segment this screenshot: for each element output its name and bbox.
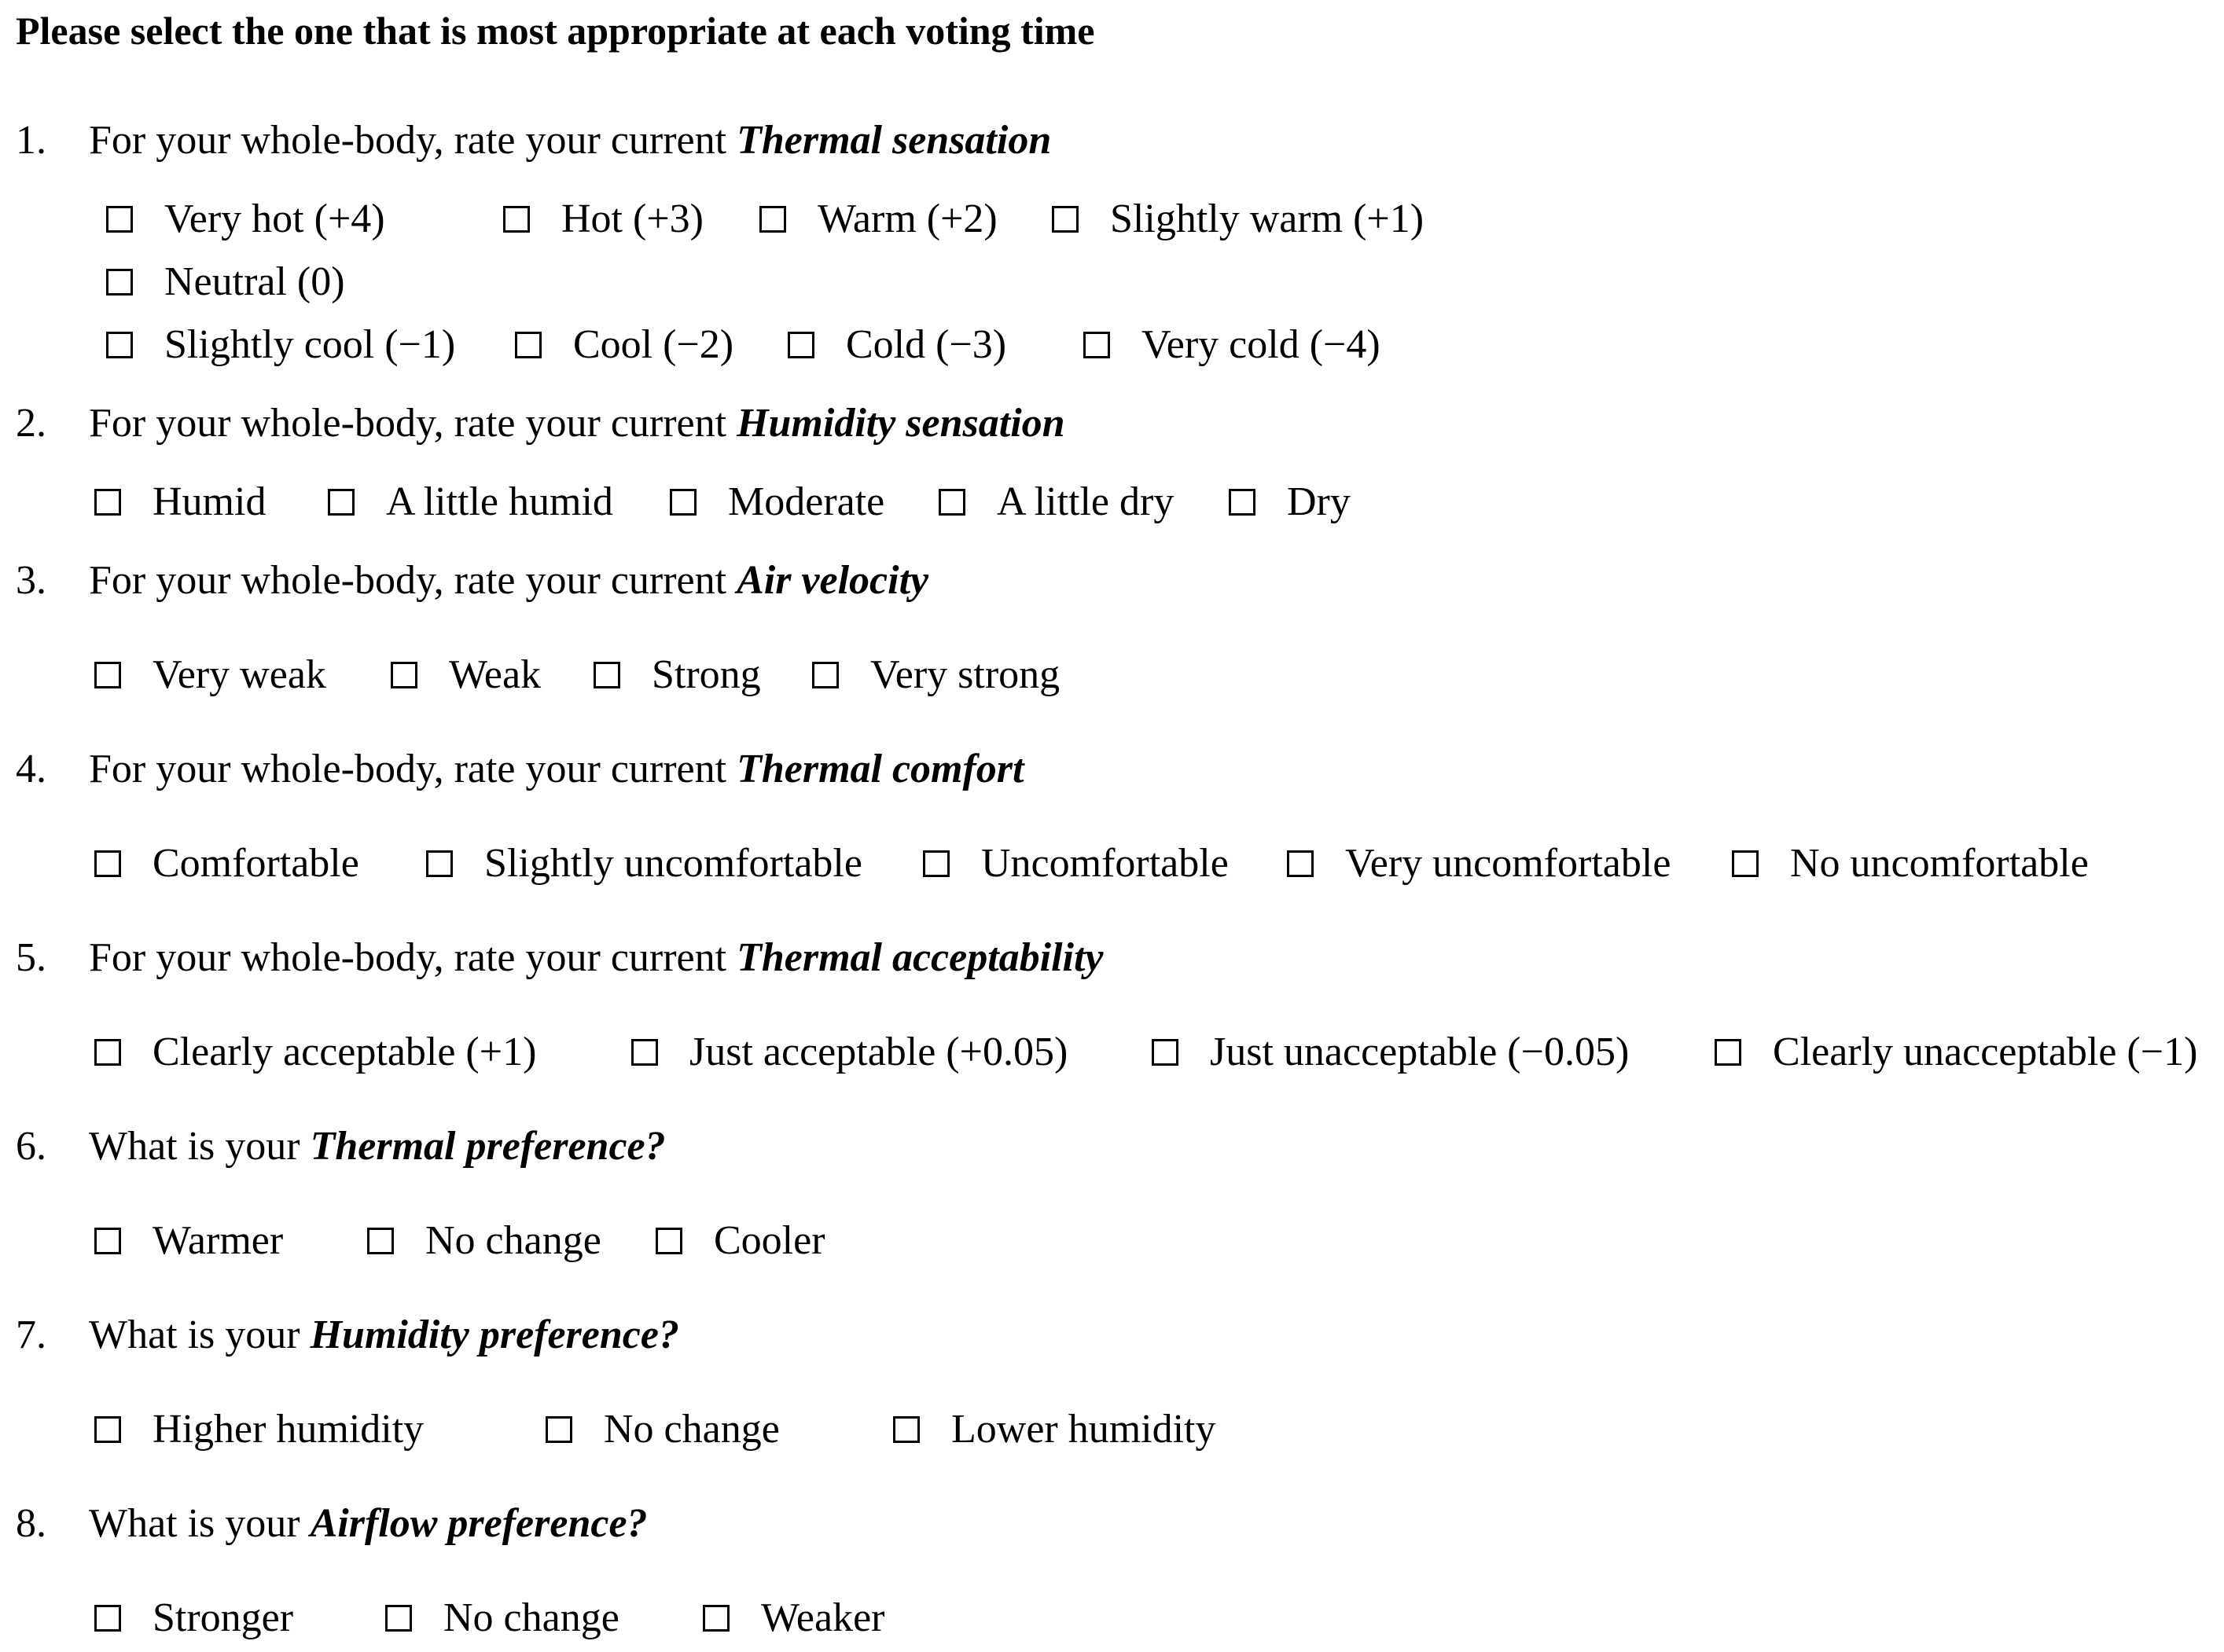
question-prefix: For your whole-body, rate your current	[89, 401, 737, 446]
checkbox-icon[interactable]	[94, 1605, 121, 1632]
checkbox-icon[interactable]	[503, 206, 530, 233]
question-number: 7.	[16, 1312, 46, 1357]
question-prefix: What is your	[89, 1312, 311, 1357]
question-1	[16, 115, 1051, 167]
question-number: 1.	[16, 118, 46, 163]
option-label: Comfortable	[153, 841, 359, 886]
question-3	[16, 555, 928, 607]
option-label: Slightly warm (+1)	[1110, 196, 1424, 241]
option-label: Weak	[449, 652, 542, 697]
option-label: Clearly acceptable (+1)	[153, 1030, 537, 1074]
page-heading: Please select the one that is most appropriate at each voting time	[16, 9, 1095, 53]
question-prefix: For your whole-body, rate your current	[89, 747, 737, 791]
checkbox-icon[interactable]	[106, 206, 133, 233]
checkbox-icon[interactable]	[923, 850, 950, 877]
checkbox-icon[interactable]	[703, 1605, 730, 1632]
option-label: Uncomfortable	[981, 841, 1229, 886]
option-label: Very weak	[153, 652, 326, 697]
option-label: No change	[425, 1218, 601, 1263]
checkbox-icon[interactable]	[812, 662, 839, 688]
question-keyword: Air velocity	[737, 558, 929, 603]
checkbox-icon[interactable]	[670, 489, 697, 516]
checkbox-icon[interactable]	[94, 1039, 121, 1066]
option-label: A little humid	[386, 479, 613, 524]
question-6	[16, 1121, 666, 1173]
question-keyword: Humidity preference?	[310, 1312, 679, 1357]
checkbox-icon[interactable]	[94, 850, 121, 877]
option-label: Dry	[1287, 479, 1351, 524]
checkbox-icon[interactable]	[939, 489, 965, 516]
option-label: Very uncomfortable	[1345, 841, 1671, 886]
checkbox-icon[interactable]	[94, 489, 121, 516]
checkbox-icon[interactable]	[1715, 1039, 1741, 1066]
question-7	[16, 1309, 679, 1361]
option-label: Weaker	[761, 1595, 885, 1640]
checkbox-icon[interactable]	[1083, 332, 1110, 358]
option-label: Hot (+3)	[561, 196, 704, 241]
question-2	[16, 398, 1065, 450]
checkbox-icon[interactable]	[426, 850, 453, 877]
option-label: No uncomfortable	[1790, 841, 2089, 886]
option-label: Very cold (−4)	[1141, 322, 1380, 367]
checkbox-icon[interactable]	[759, 206, 786, 233]
question-prefix: For your whole-body, rate your current	[89, 118, 737, 163]
option-label: Humid	[153, 479, 267, 524]
checkbox-icon[interactable]	[1229, 489, 1255, 516]
question-number: 4.	[16, 747, 46, 791]
checkbox-icon[interactable]	[328, 489, 355, 516]
checkbox-icon[interactable]	[515, 332, 542, 358]
option-label: Stronger	[153, 1595, 294, 1640]
checkbox-icon[interactable]	[94, 1416, 121, 1443]
option-label: Cooler	[714, 1218, 825, 1263]
checkbox-icon[interactable]	[546, 1416, 572, 1443]
option-label: Warm (+2)	[818, 196, 998, 241]
question-keyword: Airflow preference?	[310, 1501, 648, 1546]
checkbox-icon[interactable]	[1152, 1039, 1178, 1066]
question-prefix: What is your	[89, 1501, 311, 1546]
option-label: Lower humidity	[951, 1407, 1216, 1452]
option-label: Strong	[652, 652, 761, 697]
checkbox-icon[interactable]	[106, 332, 133, 358]
option-label: Very strong	[870, 652, 1061, 697]
option-label: Slightly cool (−1)	[164, 322, 456, 367]
question-number: 6.	[16, 1124, 46, 1169]
question-4	[16, 743, 1024, 795]
option-label: Just acceptable (+0.05)	[689, 1030, 1068, 1074]
option-label: Cool (−2)	[573, 322, 734, 367]
checkbox-icon[interactable]	[1732, 850, 1759, 877]
question-prefix: What is your	[89, 1124, 311, 1169]
option-label: Cold (−3)	[846, 322, 1007, 367]
option-label: Higher humidity	[153, 1407, 425, 1452]
option-label: A little dry	[997, 479, 1174, 524]
question-keyword: Thermal sensation	[737, 118, 1052, 163]
option-label: Clearly unacceptable (−1)	[1773, 1030, 2198, 1074]
question-5	[16, 932, 1104, 984]
checkbox-icon[interactable]	[94, 1228, 121, 1254]
question-prefix: For your whole-body, rate your current	[89, 935, 737, 980]
checkbox-icon[interactable]	[367, 1228, 394, 1254]
checkbox-icon[interactable]	[656, 1228, 682, 1254]
checkbox-icon[interactable]	[385, 1605, 412, 1632]
question-keyword: Humidity sensation	[737, 401, 1065, 446]
checkbox-icon[interactable]	[1287, 850, 1314, 877]
question-keyword: Thermal preference?	[310, 1124, 666, 1169]
option-label: No change	[604, 1407, 780, 1452]
option-label: Slightly uncomfortable	[484, 841, 862, 886]
checkbox-icon[interactable]	[106, 269, 133, 296]
option-label: Just unacceptable (−0.05)	[1210, 1030, 1630, 1074]
checkbox-icon[interactable]	[1052, 206, 1079, 233]
checkbox-icon[interactable]	[94, 662, 121, 688]
question-8	[16, 1498, 648, 1550]
question-number: 8.	[16, 1501, 46, 1546]
question-keyword: Thermal comfort	[737, 747, 1024, 791]
option-label: Warmer	[153, 1218, 284, 1263]
option-label: Moderate	[728, 479, 885, 524]
question-number: 2.	[16, 401, 46, 446]
checkbox-icon[interactable]	[788, 332, 814, 358]
question-keyword: Thermal acceptability	[737, 935, 1104, 980]
checkbox-icon[interactable]	[594, 662, 620, 688]
checkbox-icon[interactable]	[631, 1039, 658, 1066]
checkbox-icon[interactable]	[391, 662, 417, 688]
option-label: No change	[443, 1595, 619, 1640]
question-number: 3.	[16, 558, 46, 603]
option-label: Very hot (+4)	[164, 196, 385, 241]
question-prefix: For your whole-body, rate your current	[89, 558, 737, 603]
checkbox-icon[interactable]	[893, 1416, 920, 1443]
option-label: Neutral (0)	[164, 259, 345, 304]
question-number: 5.	[16, 935, 46, 980]
